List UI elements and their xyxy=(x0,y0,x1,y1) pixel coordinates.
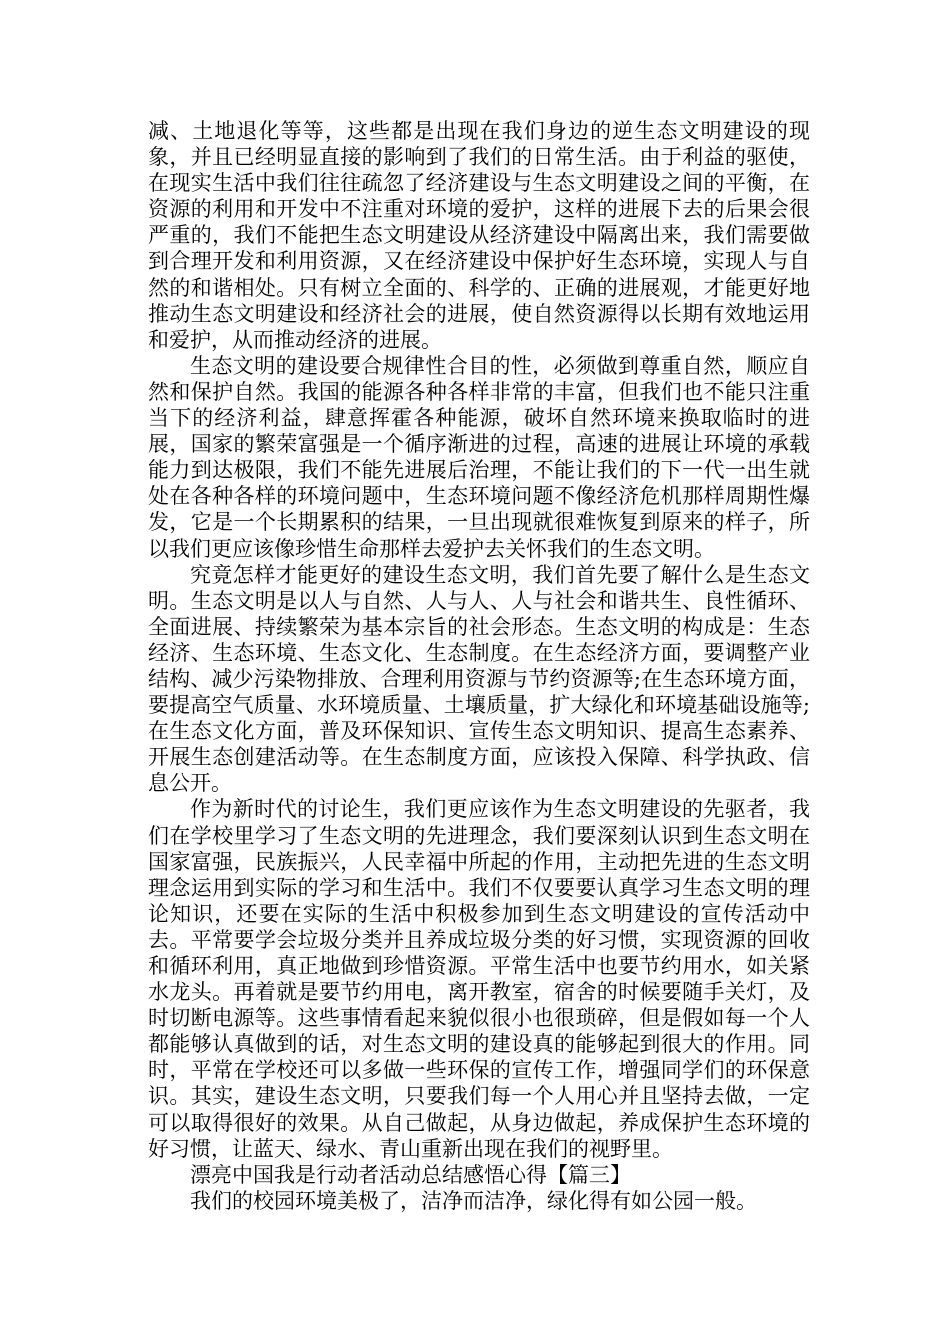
paragraph-5: 我们的校园环境美极了，洁净而洁净，绿化得有如公园一般。 xyxy=(190,1188,757,1213)
paragraph-4: 作为新时代的讨论生，我们更应该作为生态文明建设的先驱者，我们在学校里学习了生态文明的先进理念，我们要深刻认识到生态文明在国家富强，民族振兴，人民幸福中所起的作用，主动把先进的生态文明理念运用到实际的学习和生活中。我们不仅要要认真学习生态文明的理论知识，还要在实际的生活中积极参加到生态文明建设的宣传活动中去。平常要学会垃圾分类并且养成垃圾分类的好习惯，实现资源的回收和循环利用，真正地做到珍惜资源。平常生活中也要节约用水，如关紧水龙头。再着就是要节约用电，离开教室，宿舍的时候要随手关灯，及时切断电源等。这些事情看起来貌似很小也很琐碎，但是假如每一个人都能够认真做到的话，对生态文明的建设真的能够起到很大的作用。同时，平常在学校还可以多做一些环保的宣传工作，增强同学们的环保意识。其实，建设生态文明，只要我们每一个人用心并且坚持去做，一定可以取得很好的效果。从自己做起，从身边做起，养成保护生态环境的好习惯，让蓝天、绿水、青山重新出现在我们的视野里。 xyxy=(148,797,810,1161)
paragraph-3: 究竟怎样才能更好的建设生态文明，我们首先要了解什么是生态文明。生态文明是以人与自然、人与人、人与社会和谐共生、良性循环、全面进展、持续繁荣为基本宗旨的社会形态。生态文明的构成是：生态经济、生态环境、生态文化、生态制度。在生态经济方面，要调整产业结构、减少污染物排放、合理利用资源与节约资源等;在生态环境方面，要提高空气质量、水环境质量、土壤质量，扩大绿化和环境基础设施等;在生态文化方面，普及环保知识、宣传生态文明知识、提高生态素养、开展生态创建活动等。在生态制度方面，应该投入保障、科学执政、信息公开。 xyxy=(148,562,810,796)
document-body xyxy=(148,118,810,1214)
paragraph-2: 生态文明的建设要合规律性合目的性，必须做到尊重自然，顺应自然和保护自然。我国的能源各种各样非常的丰富，但我们也不能只注重当下的经济利益，肆意挥霍各种能源，破坏自然环境来换取临时的进展，国家的繁荣富强是一个循序渐进的过程，高速的进展让环境的承载能力到达极限，我们不能先进展后治理，不能让我们的下一代一出生就处在各种各样的环境问题中，生态环境问题不像经济危机那样周期性爆发，它是一个长期累积的结果，一旦出现就很难恢复到原来的样子，所以我们更应该像珍惜生命那样去爱护去关怀我们的生态文明。 xyxy=(148,353,810,561)
paragraph-1: 减、土地退化等等，这些都是出现在我们身边的逆生态文明建设的现象，并且已经明显直接的影响到了我们的日常生活。由于利益的驱使，在现实生活中我们往往疏忽了经济建设与生态文明建设之间的平衡，在资源的利用和开发中不注重对环境的爱护，这样的进展下去的后果会很严重的，我们不能把生态文明建设从经济建设中隔离出来，我们需要做到合理开发和利用资源，又在经济建设中保护好生态环境，实现人与自然的和谐相处。只有树立全面的、科学的、正确的进展观，才能更好地推动生态文明建设和经济社会的进展，使自然资源得以长期有效地运用和爱护，从而推动经济的进展。 xyxy=(148,119,810,352)
section-heading: 漂亮中国我是行动者活动总结感悟心得【篇三】 xyxy=(190,1162,631,1187)
